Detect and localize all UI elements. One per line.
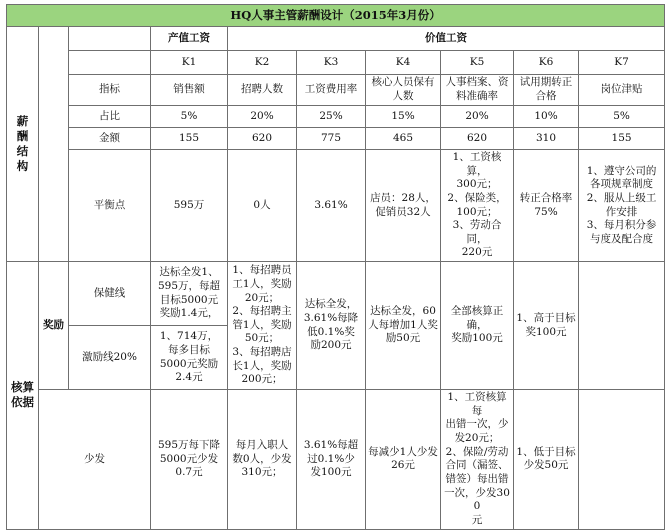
ratio-k2: 20%	[228, 106, 297, 128]
ratio-k1: 5%	[151, 106, 228, 128]
reward-incentive-k1: 1、714万， 每多目标 5000元奖励 2.4元	[151, 326, 228, 390]
ratio-row	[7, 106, 665, 128]
balance-k6: 转正合格率 75%	[514, 150, 579, 262]
reward-k2: 1、每招聘员 工1人，奖励 20元； 2、每招聘主 管1人，奖励 50元； 3、每招聘店 长1人，奖励 200元；	[228, 262, 297, 390]
penalty-k4: 每减少1人少发 26元	[366, 390, 441, 529]
code-k7: K7	[579, 51, 665, 75]
code-row	[7, 51, 665, 75]
penalty-row	[7, 390, 665, 529]
blank-cell	[69, 51, 151, 75]
reward-basic-k1: 达标全发1、 595万，每超 目标5000元 奖励1.4元，	[151, 262, 228, 326]
code-k6: K6	[514, 51, 579, 75]
penalty-k3: 3.61%每超 过0.1%少 发100元	[297, 390, 366, 529]
salary-table	[6, 4, 665, 530]
ratio-k6: 10%	[514, 106, 579, 128]
penalty-k5: 1、工资核算每 出错一次，少 发20元； 2、保险/劳动 合同（漏签、 错签）每出错 一次，少发300 元	[441, 390, 514, 529]
amount-k2: 620	[228, 128, 297, 150]
balance-k1: 595万	[151, 150, 228, 262]
amount-k1: 155	[151, 128, 228, 150]
ratio-k5: 20%	[441, 106, 514, 128]
indicator-row	[7, 75, 665, 106]
reward-incentive-label: 激励线20%	[69, 326, 151, 390]
ratio-k3: 25%	[297, 106, 366, 128]
amount-k6: 310	[514, 128, 579, 150]
group-header-row	[7, 27, 665, 51]
indicator-k1: 销售额	[151, 75, 228, 106]
reward-k4: 达标全发，60 人每增加1人奖 励50元	[366, 262, 441, 390]
reward-k7	[579, 262, 665, 390]
code-k1: K1	[151, 51, 228, 75]
indicator-k5: 人事档案、资料准确率	[441, 75, 514, 106]
penalty-k2: 每月入职人 数0人，少发 310元；	[228, 390, 297, 529]
amount-k5: 620	[441, 128, 514, 150]
reward-label: 奖励	[39, 262, 69, 390]
balance-k7: 1、遵守公司的 各项规章制度 2、服从上级工 作安排 3、每月积分参 与度及配合度	[579, 150, 665, 262]
code-k5: K5	[441, 51, 514, 75]
balance-k4: 店员：28人， 促销员32人	[366, 150, 441, 262]
indicator-k6: 试用期转正合格	[514, 75, 579, 106]
blank-cell	[69, 27, 151, 51]
code-k2: K2	[228, 51, 297, 75]
row-label-balance: 平衡点	[69, 150, 151, 262]
row-label-amount: 金额	[69, 128, 151, 150]
row-label-ratio: 占比	[69, 106, 151, 128]
balance-row	[7, 150, 665, 262]
penalty-k6: 1、低于目标 少发50元	[514, 390, 579, 529]
sheet-title: HQ人事主管薪酬设计（2015年3月份）	[7, 5, 665, 27]
section-salary-structure: 薪 酬 结 构	[7, 27, 39, 262]
indicator-k7: 岗位津贴	[579, 75, 665, 106]
group-output-salary: 产值工资	[151, 27, 228, 51]
balance-k2: 0人	[228, 150, 297, 262]
amount-k4: 465	[366, 128, 441, 150]
section-basis: 核算 依据	[7, 262, 39, 529]
indicator-k4: 核心人员保有人数	[366, 75, 441, 106]
indicator-k3: 工资费用率	[297, 75, 366, 106]
salary-sheet	[6, 4, 657, 526]
reward-k3: 达标全发， 3.61%每降 低0.1%奖 励200元	[297, 262, 366, 390]
reward-k6: 1、高于目标 奖100元	[514, 262, 579, 390]
penalty-k1: 595万每下降 5000元少发 0.7元	[151, 390, 228, 529]
balance-k3: 3.61%	[297, 150, 366, 262]
indicator-k2: 招聘人数	[228, 75, 297, 106]
ratio-k7: 5%	[579, 106, 665, 128]
row-label-indicator: 指标	[69, 75, 151, 106]
code-k3: K3	[297, 51, 366, 75]
penalty-k7	[579, 390, 665, 529]
ratio-k4: 15%	[366, 106, 441, 128]
reward-k5: 全部核算正确， 奖励100元	[441, 262, 514, 390]
penalty-label: 少发	[39, 390, 151, 529]
balance-k5: 1、工资核算， 300元； 2、保险类， 100元； 3、劳动合同， 220元	[441, 150, 514, 262]
title-row	[7, 5, 665, 27]
reward-basic-label: 保健线	[69, 262, 151, 326]
amount-k3: 775	[297, 128, 366, 150]
amount-row	[7, 128, 665, 150]
code-k4: K4	[366, 51, 441, 75]
blank-cell	[39, 27, 69, 262]
reward-basic-row	[7, 262, 665, 326]
group-value-salary: 价值工资	[228, 27, 665, 51]
amount-k7: 155	[579, 128, 665, 150]
